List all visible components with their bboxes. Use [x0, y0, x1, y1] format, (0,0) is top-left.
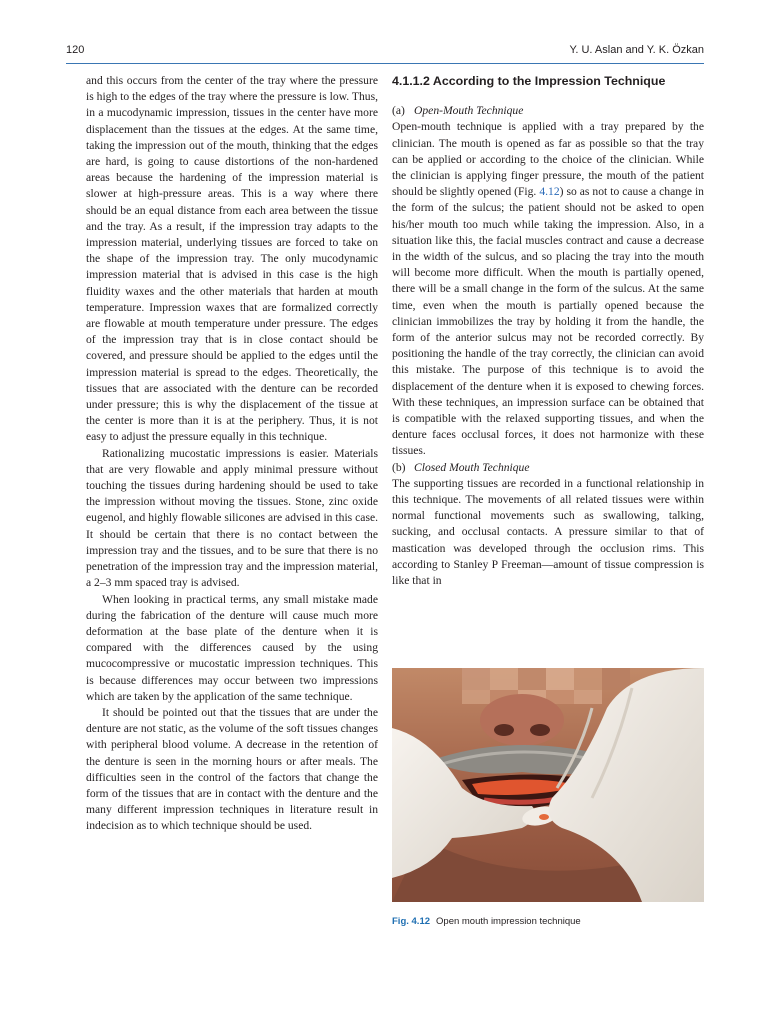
- right-column: [392, 73, 704, 589]
- item-heading: [392, 460, 704, 476]
- page-number: 120: [66, 44, 85, 56]
- section-heading: 4.1.1.2 According to the Impression Technique: [392, 74, 666, 88]
- left-column: [86, 73, 378, 835]
- figure-caption-text: Open mouth impression technique: [436, 916, 581, 927]
- paragraph: Rationalizing mucostatic impressions is easier. Materials that are very flowable and apply minimal pressure without touching the tissues during hardening should be used to take the impression without moving the tissues. Stone, zinc oxide eugenol, and highly flowable silicones are advised in this case. It should be certain that there is no contact between the impression tray and the tissues, and to be sure that there is no penetration of the impression tray and the impression material, a 2–3 mm spaced tray is advised.: [86, 446, 378, 590]
- item-letter: (a): [392, 104, 405, 118]
- item-title: Closed Mouth Technique: [414, 460, 530, 474]
- header-rule: [66, 63, 704, 64]
- clinical-photo-illustration: [392, 668, 704, 902]
- list-item-closed-mouth: [392, 460, 704, 590]
- item-text: Open-mouth technique is applied with a tray prepared by the clinician. The mouth is opened as far as possible so that the tray can be applied or according to the choice of the clinician. While the clinician is applying finger pressure, the mouth of the patient should be slightly opened (Fig.: [392, 120, 704, 199]
- figure-caption: [392, 916, 581, 927]
- item-heading: [392, 103, 704, 119]
- item-title: Open-Mouth Technique: [414, 104, 524, 118]
- item-body: The supporting tissues are recorded in a functional relationship in this technique. The movements of all related tissues were within normal functional movements such as swallowing, talking, sucking, and occlusal contacts. A pressure similar to that of mastication was developed through the occlusion rims. This according to Stanley P Freeman—amount of tissue compression is like that in: [392, 476, 704, 588]
- item-text: ) so as not to cause a change in the form of the sulcus; the patient should not be asked to open his/her mouth too much while taking the impression. Also, in a situation like this, the facial muscles contract and cause a decrease in the width of the sulcus, and so placing the tray into the mouth will become more difficult. When the mouth is partially opened, there will be a small change in the form of the sulcus. At the same time, even when the mouth is partially opened because the clinician immobilizes the tray by holding it from the handle, the form of the anterior sulcus may not be recorded correctly. By positioning the handle of the tray correctly, the clinician can avoid this mistake. The purpose of this technique is to avoid the displacement of the denture when it is exposed to chewing forces. With these techniques, an impression surface can be obtained that is compatible with the relaxed supporting tissues, and when the denture faces occlusal forces, it does not harmonize with these tissues.: [392, 185, 704, 458]
- paragraph: and this occurs from the center of the tray where the pressure is high to the edges of the tray where the pressure is low. Thus, in a mucodynamic impression, tissues in the center have more displacement than the tissues at the edges. At the same time, taking the impression out of the mouth, thinking that the edges are hard, is going to cause distortions of the non-hardened areas because the hardening of the impression material is slower at high-pressure areas. This is a way where there should be an equal distance from each area between the tissue and the tray. As a result, if the impression tray adapts to the impression material, underlying tissues are forced to take on the shape of the impression tray. The only mucodynamic impression material that is advised in this case is the high fluidity waxes and the other materials that harden at mouth temperature. Impression waxes that are formalized correctly are flowable at mouth temperature under pressure. The edges of the impression tray that is in close contact should be covered, and pressure should be applied to the edges until the impression material is spread to the edges. Theoretically, the tissues that are associated with the denture can be recorded under pressure; this is why the displacement of the tissue at the center is more than it is at the periphery. Thus, it is not easy to adjust the pressure equally in this technique.: [86, 74, 378, 444]
- figure-photo: [392, 668, 704, 902]
- figure-reference-link[interactable]: 4.12: [539, 185, 560, 199]
- paragraph: When looking in practical terms, any small mistake made during the fabrication of the denture will cause much more deformation at the base plate of the denture when it is compared with the differences caused by the using mucocompressive or mucostatic impression techniques. This is because differences may occur between two impressions which are taken by the application of the same technique.: [86, 592, 378, 703]
- paragraph: It should be pointed out that the tissues that are under the denture are not static, as the volume of the soft tissues changes with peripheral blood volume. A decrease in the retention of the denture is seen in the morning hours or after meals. The difficulties seen in the control of the factors that change the form of the tissues that are in contact with the denture and the many different impression techniques in literature result in indecision as to which technique should be used.: [86, 705, 378, 833]
- item-letter: (b): [392, 460, 406, 474]
- figure-label: Fig. 4.12: [392, 916, 431, 927]
- item-body: [392, 119, 704, 459]
- running-header-authors: Y. U. Aslan and Y. K. Özkan: [569, 44, 704, 56]
- list-item-open-mouth: [392, 103, 704, 459]
